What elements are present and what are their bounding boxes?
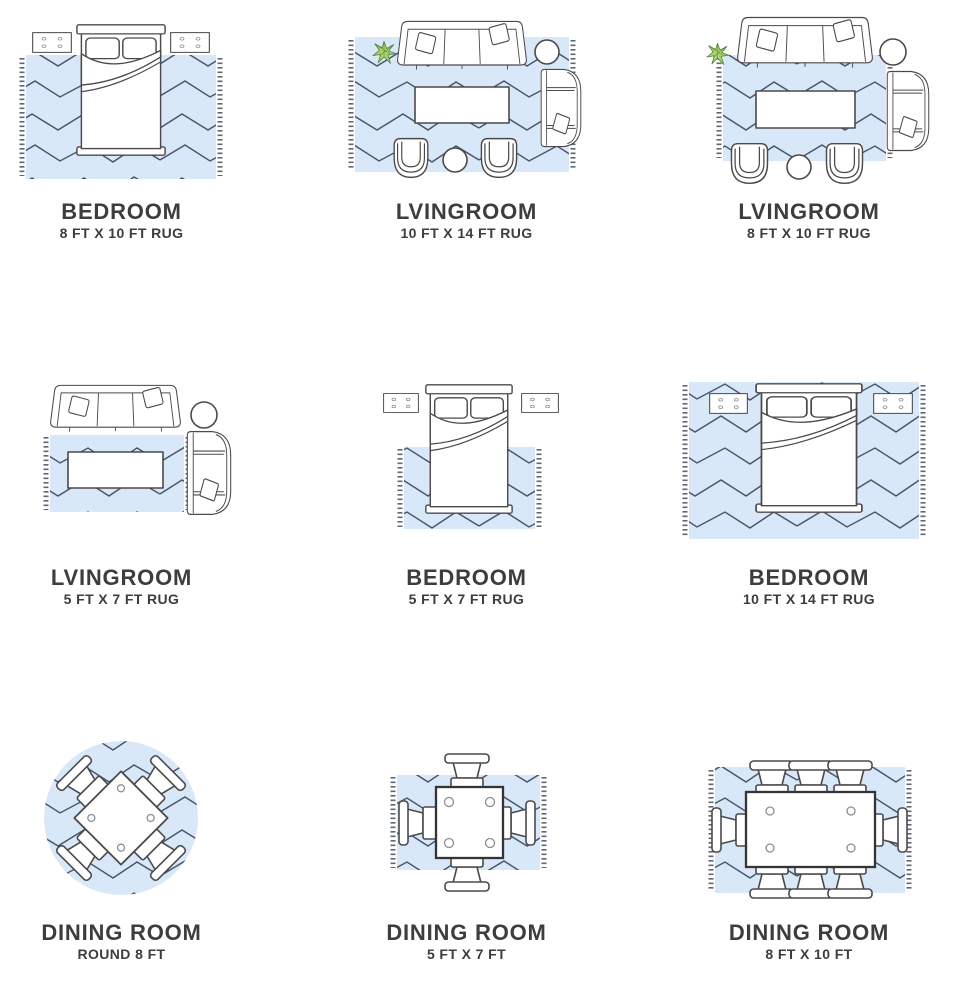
cell-livingroom-8x10 xyxy=(638,0,956,330)
cell-subtitle: 8 FT X 10 FT RUG xyxy=(747,225,871,242)
cell-title: BEDROOM xyxy=(748,565,870,590)
cell-subtitle: 5 FT X 7 FT xyxy=(426,946,507,963)
cell-subtitle: 8 FT X 10 FT xyxy=(765,946,853,963)
cell-subtitle: 8 FT X 10 FT RUG xyxy=(59,225,184,242)
barrel-chair-icon xyxy=(827,144,863,184)
nightstand-icon xyxy=(383,394,418,413)
barrel-chair-icon xyxy=(732,144,768,184)
coffee-table-icon xyxy=(756,91,855,128)
cell-bedroom-8x10 xyxy=(0,0,319,330)
cell-subtitle: 5 FT X 7 FT RUG xyxy=(63,591,180,608)
cell-title: DINING ROOM xyxy=(41,920,202,945)
cell-title: LVINGROOM xyxy=(50,565,193,590)
cell-subtitle: 10 FT X 14 FT RUG xyxy=(400,225,533,242)
cell-title: BEDROOM xyxy=(61,199,182,224)
side-table-icon xyxy=(443,148,467,172)
armchair-icon xyxy=(541,69,581,146)
bed-icon xyxy=(425,385,511,513)
cell-bedroom-5x7 xyxy=(319,330,638,660)
coffee-table-icon xyxy=(68,452,163,488)
coffee-table-icon xyxy=(415,87,509,123)
nightstand-icon xyxy=(32,33,71,53)
side-table-icon xyxy=(787,155,811,179)
diningroom-8x10-diagram xyxy=(647,724,947,914)
cell-title: DINING ROOM xyxy=(728,920,890,945)
cell-title: LVINGROOM xyxy=(738,199,880,224)
sofa-icon xyxy=(397,21,526,69)
cell-diningroom-5x7 xyxy=(319,660,638,990)
diningroom-5x7-diagram xyxy=(329,724,629,914)
bedroom-8x10-diagram xyxy=(10,8,310,193)
nightstand-icon xyxy=(521,394,558,413)
armchair-icon xyxy=(187,432,230,515)
barrel-chair-icon xyxy=(394,139,428,178)
diningroom-round8-diagram xyxy=(10,724,310,914)
side-table-icon xyxy=(191,402,217,428)
side-table-icon xyxy=(880,39,906,65)
bedroom-10x14-diagram xyxy=(647,374,947,559)
cell-title: DINING ROOM xyxy=(386,920,547,945)
bed-icon xyxy=(76,25,164,155)
armchair-icon xyxy=(887,71,928,150)
sofa-icon xyxy=(738,17,873,67)
livingroom-8x10-diagram xyxy=(647,8,947,193)
bed-icon xyxy=(756,384,862,512)
side-table-icon xyxy=(535,40,559,64)
livingroom-10x14-diagram xyxy=(329,8,629,193)
dining-table-icon xyxy=(436,787,503,858)
barrel-chair-icon xyxy=(481,139,516,178)
cell-subtitle: ROUND 8 FT xyxy=(77,946,166,963)
cell-diningroom-round8 xyxy=(0,660,319,990)
cell-title: BEDROOM xyxy=(406,565,527,590)
livingroom-5x7-diagram xyxy=(10,374,310,559)
nightstand-icon xyxy=(710,394,748,414)
cell-livingroom-5x7 xyxy=(0,330,319,660)
sofa-icon xyxy=(50,385,180,431)
bedroom-5x7-diagram xyxy=(329,374,629,559)
dining-table-icon xyxy=(746,792,875,867)
cell-livingroom-10x14 xyxy=(319,0,638,330)
nightstand-icon xyxy=(170,33,209,53)
cell-bedroom-10x14 xyxy=(638,330,956,660)
cell-subtitle: 10 FT X 14 FT RUG xyxy=(742,591,876,608)
nightstand-icon xyxy=(874,394,913,414)
cell-title: LVINGROOM xyxy=(395,199,538,224)
cell-subtitle: 5 FT X 7 FT RUG xyxy=(408,591,525,608)
cell-diningroom-8x10 xyxy=(638,660,956,990)
